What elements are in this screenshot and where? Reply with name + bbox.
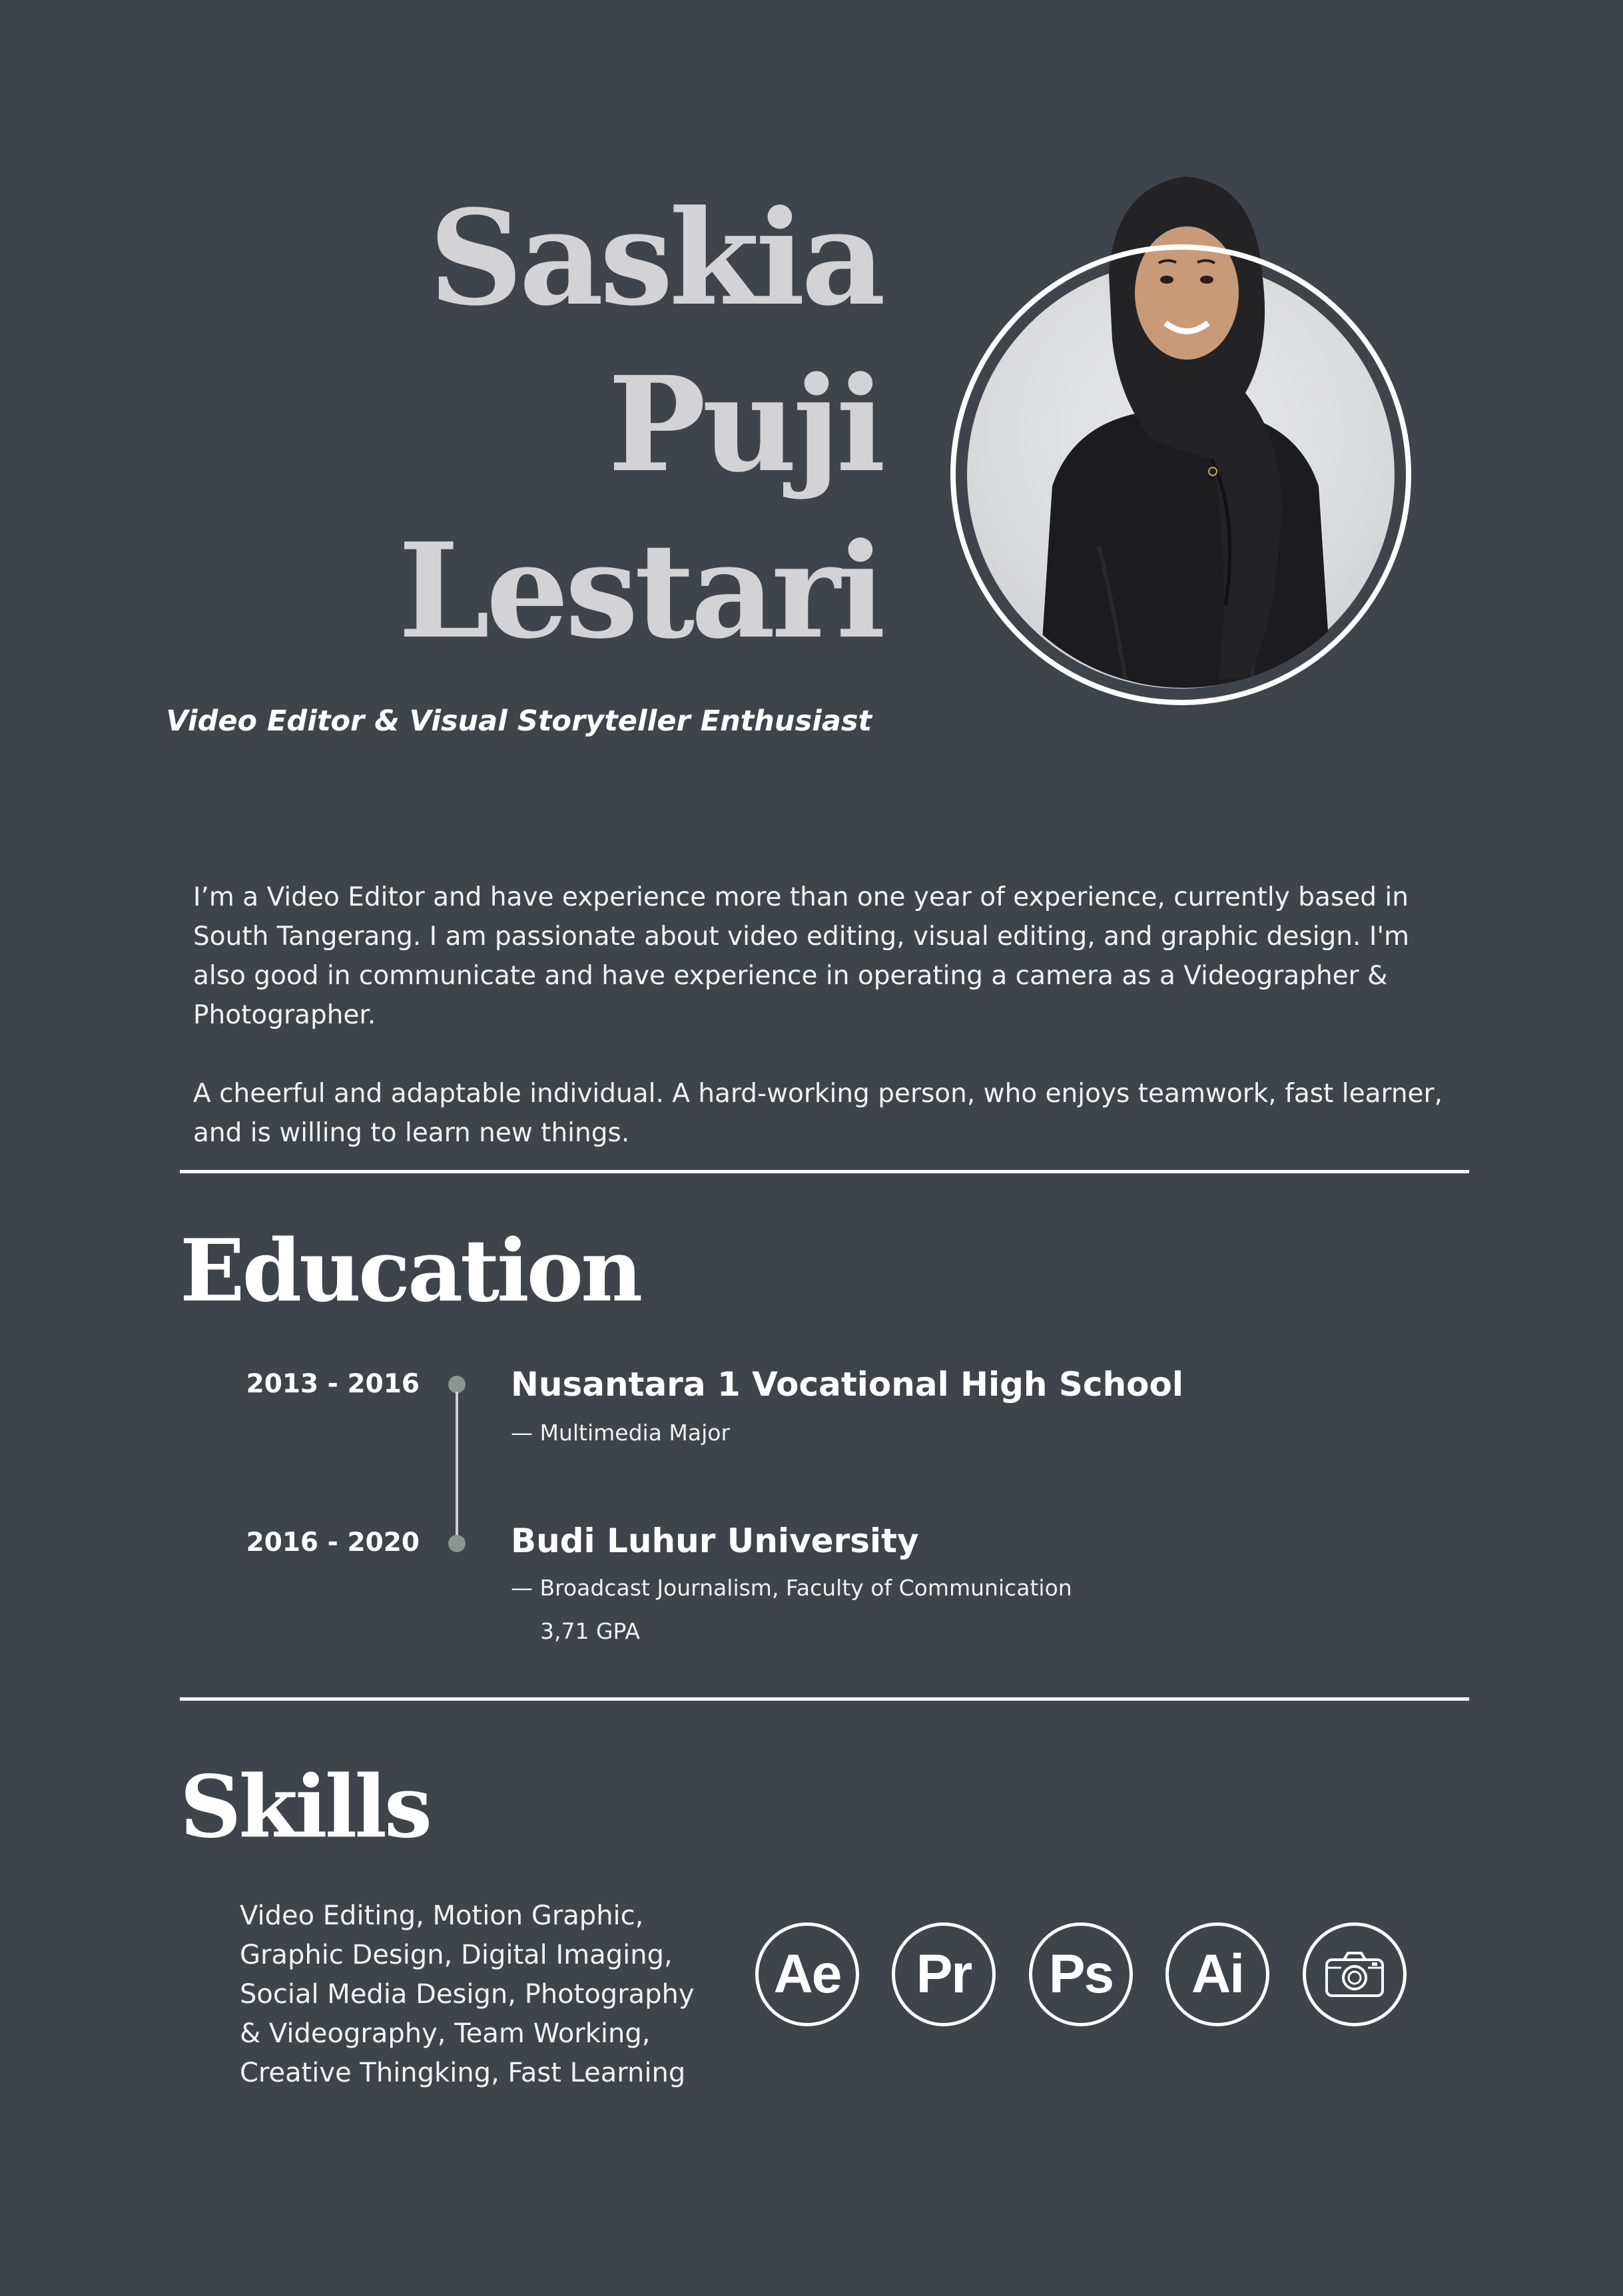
divider <box>180 1170 1469 1173</box>
timeline-line <box>456 1392 458 1544</box>
photoshop-icon: Ps <box>1029 1922 1133 2026</box>
timeline-dot <box>448 1535 466 1552</box>
edu-school: Nusantara 1 Vocational High School <box>511 1365 1184 1404</box>
timeline-dot <box>448 1376 466 1393</box>
edu-years: 2013 - 2016 <box>246 1369 420 1399</box>
edu-detail: — Multimedia Major <box>511 1420 731 1446</box>
edu-school: Budi Luhur University <box>511 1522 919 1560</box>
edu-gpa: 3,71 GPA <box>540 1618 640 1644</box>
after-effects-icon: Ae <box>755 1922 859 2026</box>
about-paragraph: A cheerful and adaptable individual. A hard-working person, who enjoys teamwork, fast learner, and is willing to learn new things. <box>193 1079 1443 1148</box>
skills-list: Video Editing, Motion Graphic, Graphic Design, Digital Imaging, Social Media Design, Photography & Videography, Team Working, Creative Thingking, Fast Learning <box>240 1900 695 2088</box>
name-middle: Puji <box>607 348 882 501</box>
edu-detail: — Broadcast Journalism, Faculty of Communication <box>511 1575 1072 1601</box>
profile-photo-ring <box>950 244 1411 705</box>
name-first: Saskia <box>428 182 882 335</box>
camera-glyph <box>1324 1950 1385 1998</box>
camera-icon <box>1303 1922 1407 2026</box>
about-section <box>193 878 1452 1192</box>
premiere-icon: Pr <box>892 1922 996 2026</box>
name-last: Lestari <box>398 515 882 668</box>
illustrator-icon: Ai <box>1165 1922 1269 2026</box>
edu-years: 2016 - 2020 <box>246 1528 420 1558</box>
about-paragraph: I’m a Video Editor and have experience more than one year of experience, currently based in South Tangerang. I am passionate about video editing, visual editing, and graphic design. I'm also good in communicate and have experience in operating a camera as a Videographer & Photographer. <box>193 882 1410 1030</box>
education-heading: Education <box>180 1221 641 1321</box>
skills-heading: Skills <box>180 1757 430 1857</box>
job-subtitle: Video Editor & Visual Storyteller Enthusiast <box>166 705 872 738</box>
divider <box>180 1697 1469 1701</box>
